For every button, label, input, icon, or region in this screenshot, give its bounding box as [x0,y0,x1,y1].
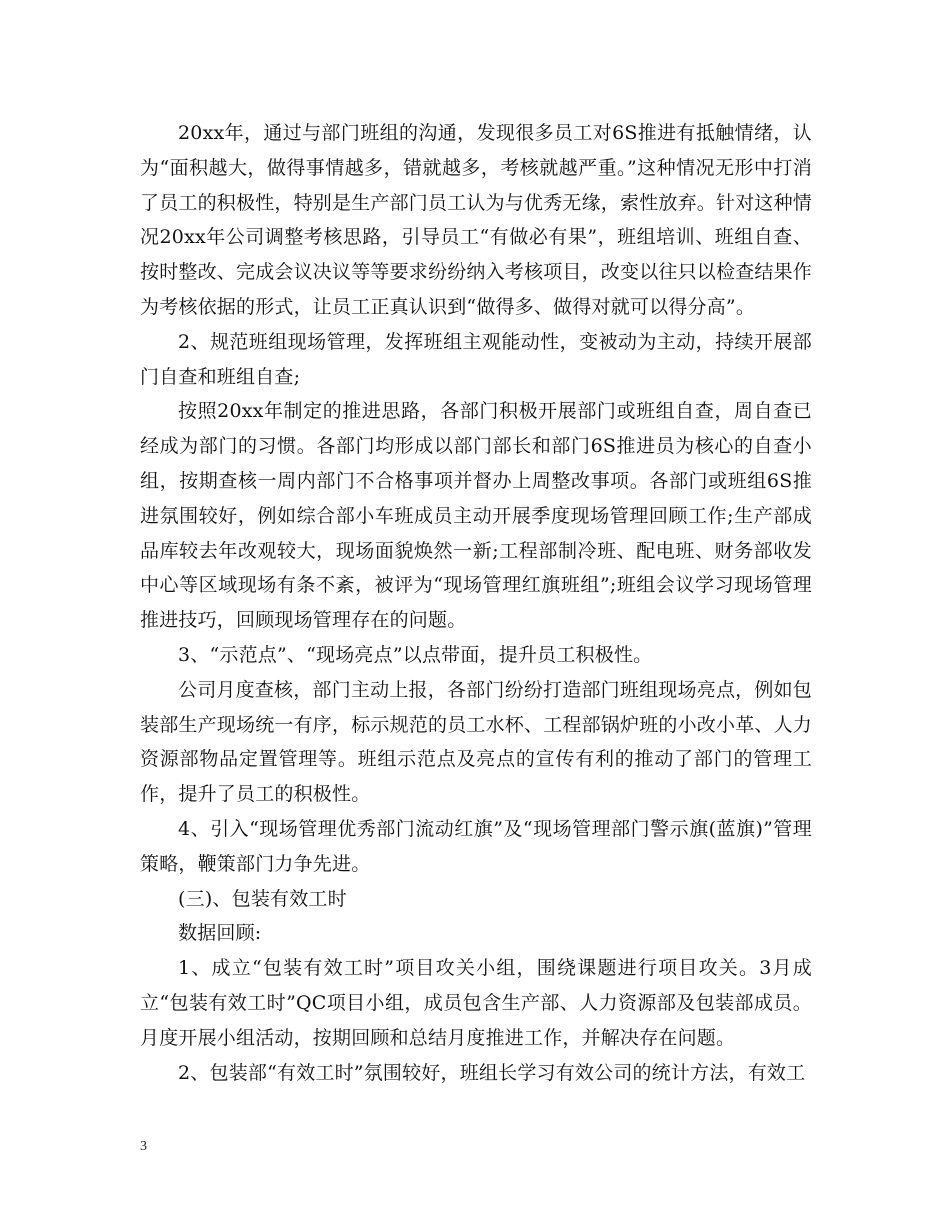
paragraph-qc-team: 1、成立“包装有效工时”项目攻关小组，围绕课题进行项目攻关。3月成立“包装有效工时”QC项目小组，成员包含生产部、人力资源部及包装部成员。月度开展小组活动，按期回顾和总结月度推进工作，并解决存在问题。 [140,957,812,1049]
paragraph-item-2-heading: 2、规范班组现场管理，发挥班组主观能动性，变被动为主动，持续开展部门自查和班组自查; [140,330,812,388]
page-number: 3 [140,1139,147,1154]
section-heading-packaging-hours: (三)、包装有效工时 [178,887,347,910]
paragraph-self-inspection: 按照20xx年制定的推进思路，各部门积极开展部门或班组自查，周自查已经成为部门的习惯。各部门均形成以部门部长和部门6S推进员为核心的自查小组，按期查核一周内部门不合格事项并督办上周整改事项。各部门或班组6S推进氛围较好，例如综合部小车班成员主动开展季度现场管理回顾工作;生产部成品库较去年改观较大，现场面貌焕然一新;工程部制冷班、配电班、财务部收发中心等区域现场有条不紊，被评为“现场管理红旗班组”;班组会议学习现场管理推进技巧，回顾现场管理存在的问题。 [140,400,812,632]
paragraph-data-review-label: 数据回顾: [178,922,262,945]
paragraph-item-3-heading: 3、“示范点”、“现场亮点”以点带面，提升员工积极性。 [178,643,653,666]
paragraph-effective-hours: 2、包装部“有效工时”氛围较好，班组长学习有效公司的统计方法，有效工 [178,1061,806,1084]
paragraph-assessment-approach: 20xx年，通过与部门班组的沟通，发现很多员工对6S推进有抵触情绪，认为“面积越大，做得事情越多，错就越多，考核就越严重。”这种情况无形中打消了员工的积极性，特别是生产部门员工认为与优秀无缘，索性放弃。针对这种情况20xx年公司调整考核思路，引导员工“有做必有果”，班组培训、班组自查、按时整改、完成会议决议等等要求纷纷纳入考核项目，改变以往只以检查结果作为考核依据的形式，让员工正真认识到“做得多、做得对就可以得分高”。 [140,122,813,318]
paragraph-item-4-heading: 4、引入“现场管理优秀部门流动红旗”及“现场管理部门警示旗(蓝旗)”管理策略，鞭策部门力争先进。 [140,817,812,875]
paragraph-highlights: 公司月度查核，部门主动上报，各部门纷纷打造部门班组现场亮点，例如包装部生产现场统一有序，标示规范的员工水杯、工程部锅炉班的小改小革、人力资源部物品定置管理等。班组示范点及亮点的宣传有利的推动了部门的管理工作，提升了员工的积极性。 [140,678,813,806]
document-body [140,116,812,1090]
